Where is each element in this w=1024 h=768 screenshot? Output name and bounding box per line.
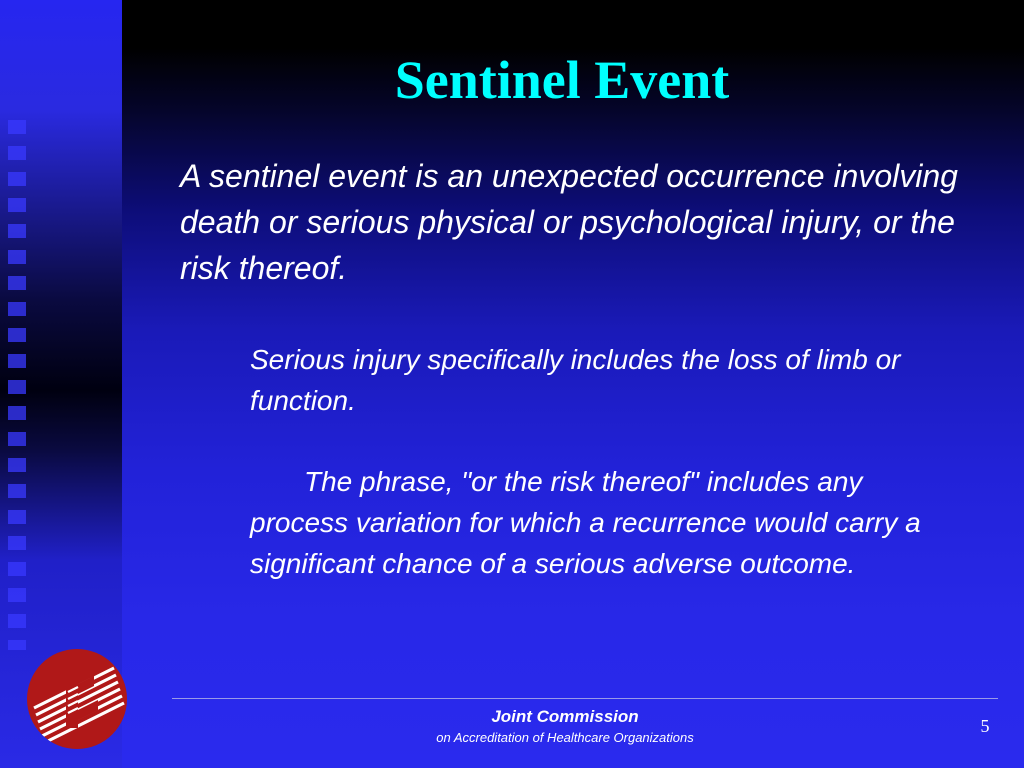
joint-commission-logo-icon: [26, 648, 128, 750]
footer-divider: [172, 698, 998, 699]
note-risk-thereof: The phrase, "or the risk thereof" includes any process variation for which a recurrence would carry a significant chance of a serious adverse outcome.: [250, 466, 921, 579]
footer-subtitle: on Accreditation of Healthcare Organizations: [436, 730, 694, 745]
decorative-squares: [8, 120, 26, 650]
footer-organization: Joint Commission: [491, 707, 639, 726]
definition-text: A sentinel event is an unexpected occurrence involving death or serious physical or psychological injury, or the risk thereof.: [180, 158, 958, 286]
note-serious-injury: Serious injury specifically includes the loss of limb or function.: [250, 344, 901, 416]
slide-title: Sentinel Event: [394, 50, 730, 110]
page-number: 5: [980, 716, 990, 736]
